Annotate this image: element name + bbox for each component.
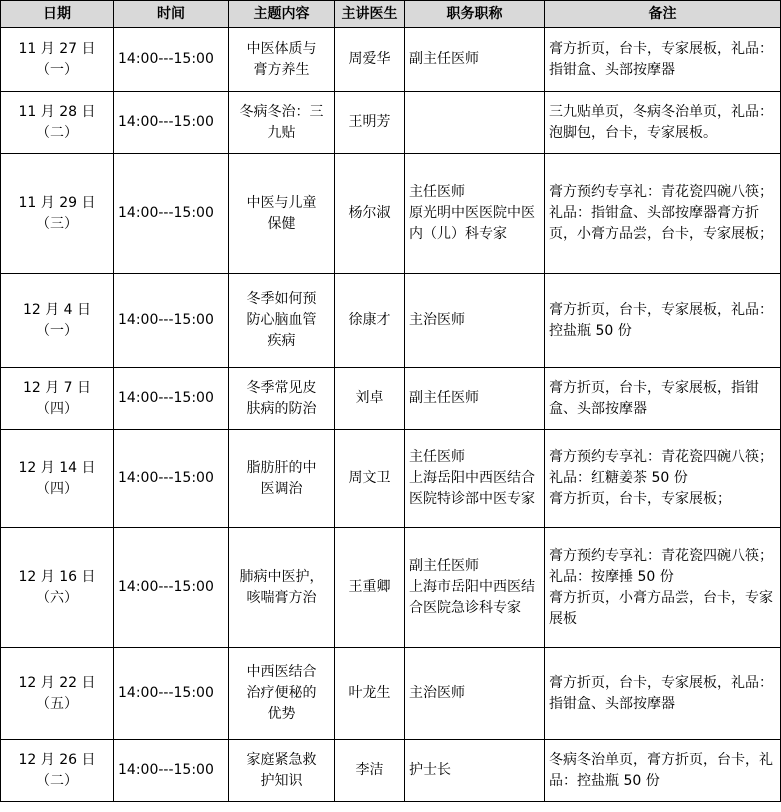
title-cell: 主治医师: [405, 274, 545, 368]
header-row: [1, 1, 781, 28]
topic-cell: 中医与儿童 保健: [229, 154, 335, 274]
weekday-value: （二）: [36, 124, 78, 141]
weekday-value: （四）: [36, 400, 78, 417]
table-row: [1, 274, 781, 368]
title-cell: 主任医师 上海岳阳中西医结合医院特诊部中医专家: [405, 430, 545, 528]
date-value: 12 月 16 日: [18, 568, 96, 585]
date-value: 12 月 7 日: [22, 379, 92, 396]
speaker-cell: 徐康才: [335, 274, 405, 368]
table-row: [1, 28, 781, 92]
title-cell: 主治医师: [405, 648, 545, 740]
weekday-value: （六）: [36, 589, 78, 606]
notes-cell: 膏方预约专享礼：青花瓷四碗八筷； 礼品：红糖姜茶 50 份 膏方折页，台卡，专家展板；: [545, 430, 781, 528]
notes-cell: 膏方折页，台卡，专家展板，指钳盒、头部按摩器: [545, 368, 781, 430]
table-row: [1, 528, 781, 648]
topic-cell: 脂肪肝的中 医调治: [229, 430, 335, 528]
header-speaker: 主讲医生: [335, 1, 405, 28]
date-cell: [1, 528, 114, 648]
time-cell: 14:00---15:00: [114, 92, 229, 154]
speaker-cell: 王重卿: [335, 528, 405, 648]
header-time: 时间: [114, 1, 229, 28]
time-cell: 14:00---15:00: [114, 528, 229, 648]
title-cell: [405, 92, 545, 154]
topic-cell: 中医体质与 膏方养生: [229, 28, 335, 92]
header-date: 日期: [1, 1, 114, 28]
table-row: [1, 154, 781, 274]
time-cell: 14:00---15:00: [114, 368, 229, 430]
header-title: 职务职称: [405, 1, 545, 28]
time-cell: 14:00---15:00: [114, 740, 229, 802]
date-cell: [1, 154, 114, 274]
date-cell: [1, 430, 114, 528]
notes-cell: 膏方预约专享礼：青花瓷四碗八筷； 礼品：指钳盒、头部按摩器膏方折页，小膏方品尝，台卡，专家展板；: [545, 154, 781, 274]
notes-cell: 膏方折页，台卡，专家展板，礼品：控盐瓶 50 份: [545, 274, 781, 368]
weekday-value: （五）: [36, 695, 78, 712]
date-value: 12 月 4 日: [22, 301, 92, 318]
weekday-value: （一）: [36, 322, 78, 339]
notes-cell: 膏方折页，台卡，专家展板，礼品：指钳盒、头部按摩器: [545, 648, 781, 740]
date-value: 11 月 28 日: [18, 103, 96, 120]
date-cell: [1, 368, 114, 430]
topic-cell: 肺病中医护， 咳喘膏方治: [229, 528, 335, 648]
topic-cell: 冬季如何预 防心脑血管 疾病: [229, 274, 335, 368]
time-cell: 14:00---15:00: [114, 430, 229, 528]
date-value: 12 月 22 日: [18, 674, 96, 691]
notes-cell: 冬病冬治单页，膏方折页，台卡，礼品：控盐瓶 50 份: [545, 740, 781, 802]
time-cell: 14:00---15:00: [114, 28, 229, 92]
notes-cell: 膏方折页，台卡，专家展板，礼品：指钳盒、头部按摩器: [545, 28, 781, 92]
speaker-cell: 周文卫: [335, 430, 405, 528]
title-cell: 主任医师 原光明中医医院中医内（儿）科专家: [405, 154, 545, 274]
date-cell: [1, 740, 114, 802]
table-row: [1, 740, 781, 802]
speaker-cell: 王明芳: [335, 92, 405, 154]
weekday-value: （四）: [36, 480, 78, 497]
time-cell: 14:00---15:00: [114, 274, 229, 368]
date-value: 11 月 29 日: [18, 194, 96, 211]
topic-cell: 中西医结合 治疗便秘的 优势: [229, 648, 335, 740]
date-value: 11 月 27 日: [18, 40, 96, 57]
title-cell: 副主任医师: [405, 368, 545, 430]
notes-cell: 三九贴单页，冬病冬治单页，礼品：泡脚包，台卡，专家展板。: [545, 92, 781, 154]
date-cell: [1, 648, 114, 740]
topic-cell: 冬病冬治：三 九贴: [229, 92, 335, 154]
title-cell: 副主任医师: [405, 28, 545, 92]
weekday-value: （一）: [36, 61, 78, 78]
speaker-cell: 刘卓: [335, 368, 405, 430]
speaker-cell: 李洁: [335, 740, 405, 802]
speaker-cell: 周爱华: [335, 28, 405, 92]
header-topic: 主题内容: [229, 1, 335, 28]
table-row: [1, 368, 781, 430]
date-cell: [1, 28, 114, 92]
table-row: [1, 648, 781, 740]
speaker-cell: 杨尔淑: [335, 154, 405, 274]
weekday-value: （二）: [36, 772, 78, 789]
date-value: 12 月 26 日: [18, 751, 96, 768]
header-notes: 备注: [545, 1, 781, 28]
time-cell: 14:00---15:00: [114, 648, 229, 740]
speaker-cell: 叶龙生: [335, 648, 405, 740]
table-row: [1, 92, 781, 154]
title-cell: 副主任医师 上海市岳阳中西医结合医院急诊科专家: [405, 528, 545, 648]
notes-cell: 膏方预约专享礼：青花瓷四碗八筷； 礼品：按摩捶 50 份 膏方折页，小膏方品尝，台卡，专家展板: [545, 528, 781, 648]
title-cell: 护士长: [405, 740, 545, 802]
date-value: 12 月 14 日: [18, 459, 96, 476]
date-cell: [1, 274, 114, 368]
date-cell: [1, 92, 114, 154]
topic-cell: 冬季常见皮 肤病的防治: [229, 368, 335, 430]
weekday-value: （三）: [36, 215, 78, 232]
time-cell: 14:00---15:00: [114, 154, 229, 274]
topic-cell: 家庭紧急救 护知识: [229, 740, 335, 802]
table-row: [1, 430, 781, 528]
